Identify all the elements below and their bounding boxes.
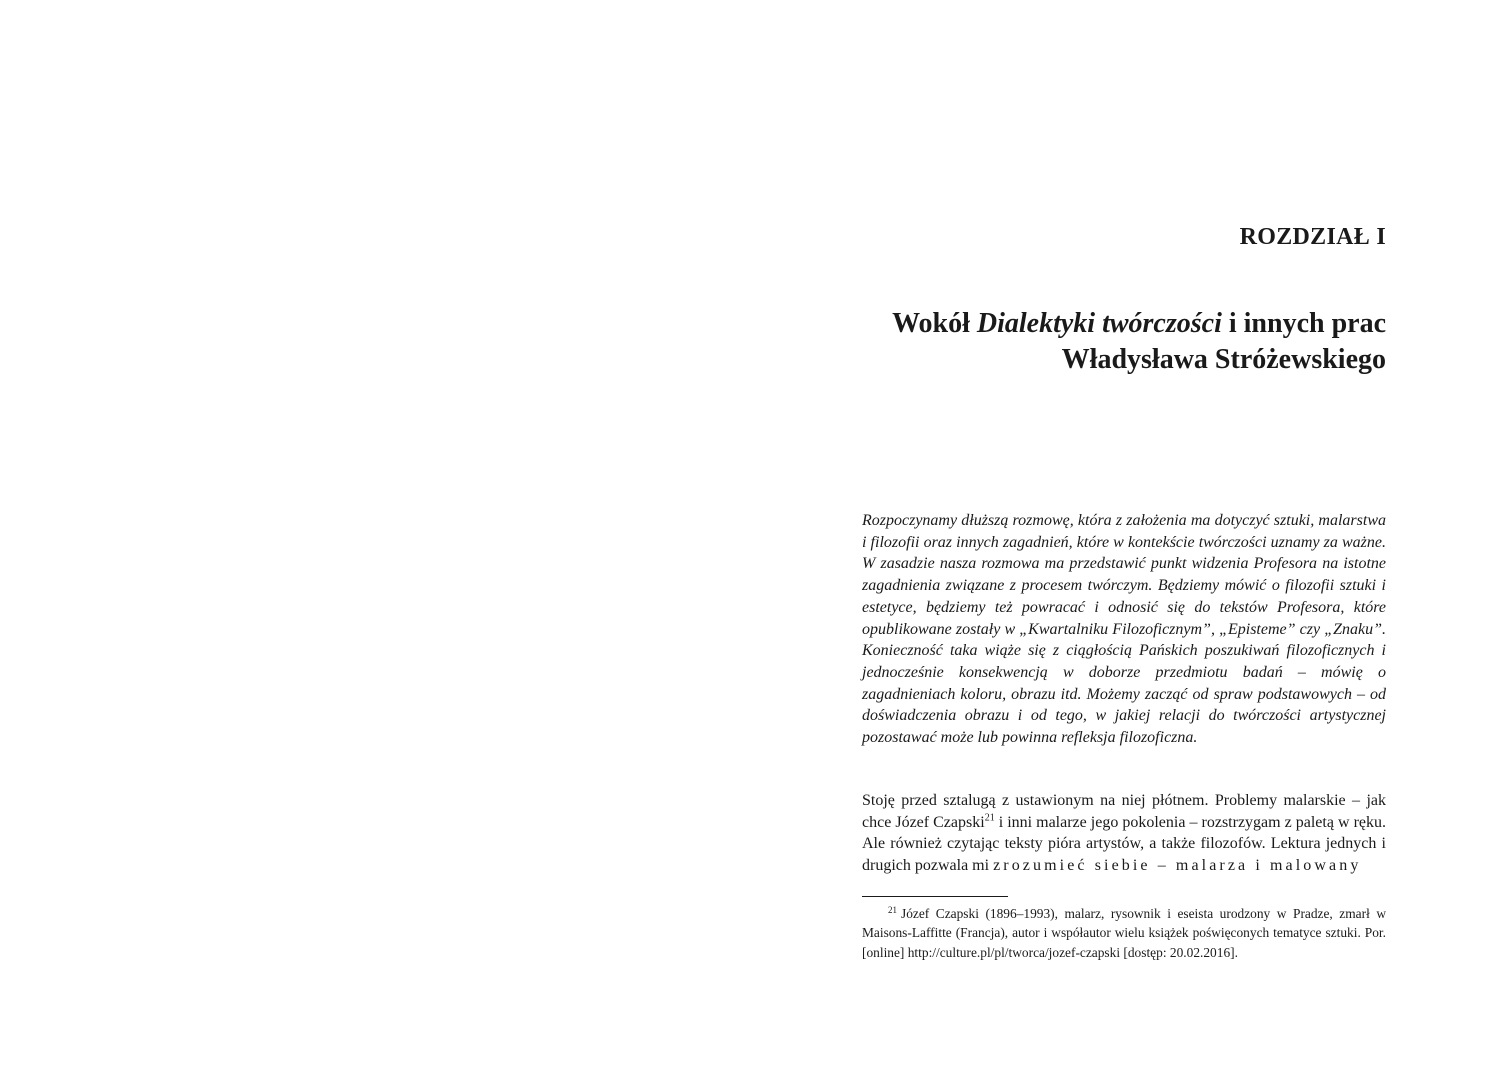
footnote: [862, 904, 1386, 962]
body-paragraph: [862, 790, 1386, 877]
chapter-label: ROZDZIAŁ I: [1239, 224, 1386, 250]
footnote-reference: 21: [984, 812, 995, 824]
body-text-part-1: Stoję przed sztalugą z ustawionym na niej płótnem. Problemy malarskie – jak chce Józef Czapski: [862, 792, 1386, 831]
body-text-part-2: i inni malarze jego pokolenia – rozstrzygam z paletą w ręku. Ale również czytając teksty pióra artystów, a także filozofów. Lektura jednych i drugich pozwala mi: [862, 813, 1387, 875]
right-page: [750, 0, 1500, 1068]
intro-text: Rozpoczynamy dłuższą rozmowę, która z założenia ma dotyczyć sztuki, malarstwa i filozofii oraz innych zagadnień, które w kontekście twórczości uznamy za ważne. W zasadzie nasza rozmowa ma przedstawić punkt widzenia Profesora na istotne zagadnienia związane z procesem twórczym. Będziemy mówić o filozofii sztuki i estetyce, będziemy też powracać i odnosić się do tekstów Profesora, które opublikowane zostały w „Kwartalniku Filozoficznym”, „Episteme” czy „Znaku”. Konieczność taka wiąże się z ciągłością Pańskich poszukiwań filozoficznych i jednocześnie konsekwencją w doborze przedmiotu badań – mówię o zagadnieniach koloru, obrazu itd. Możemy zacząć od spraw podstawowych – od doświadczenia obrazu i od tego, w jakiej relacji do twórczości artystycznej pozostawać może lub powinna refleksja filozoficzna.: [862, 512, 1386, 747]
body-text: [862, 790, 1386, 877]
title-post: i innych prac: [1221, 308, 1386, 339]
footnote-divider: [862, 896, 1008, 897]
intro-paragraph: [862, 510, 1386, 749]
footnote-text: Józef Czapski (1896–1993), malarz, rysownik i eseista urodzony w Pradze, zmarł w Maisons-Laffitte (Francja), autor i współautor wielu książek poświęconych tematyce sztuki. Por. [online] http://culture.pl/pl/tworca/jozef-czapski [dostęp: 20.02.2016].: [862, 906, 1386, 960]
chapter-title-line-2: Władysława Stróżewskiego: [1061, 344, 1386, 375]
chapter-title-line-1: [892, 306, 1386, 342]
footnote-number: 21: [888, 904, 897, 915]
title-italic: Dialektyki twórczości: [976, 308, 1222, 339]
body-text-spaced: zrozumieć siebie – malarza i malowany: [993, 857, 1362, 875]
chapter-title: [892, 306, 1386, 378]
title-pre: Wokół: [892, 308, 977, 339]
